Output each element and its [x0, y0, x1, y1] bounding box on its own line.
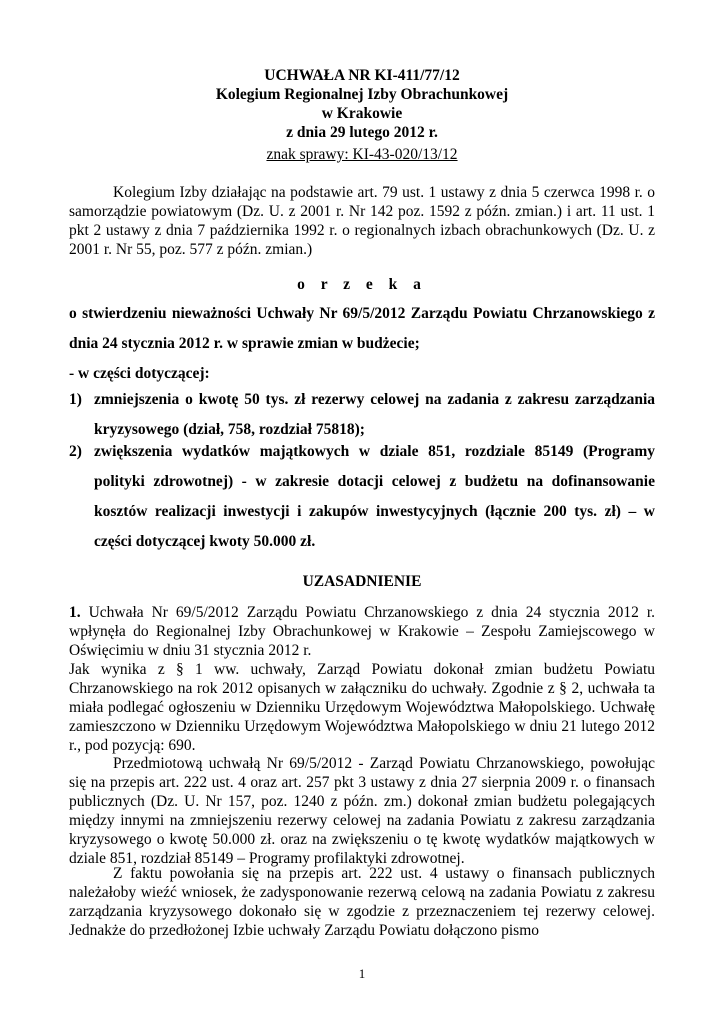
resolution-date: z dnia 29 lutego 2012 r. — [286, 124, 438, 141]
decision-scope: - w części dotyczącej: — [69, 365, 210, 382]
justification-paragraph-1 — [69, 603, 655, 660]
decision-main: o stwierdzeniu nieważności Uchwały Nr 69/5/2012 Zarządu Powiatu Chrzanowskiego z dnia 24 stycznia 2012 r. w sprawie zmian w budżecie; — [69, 305, 655, 352]
justification-paragraph-2: Jak wynika z § 1 ww. uchwały, Zarząd Powiatu dokonał zmian budżetu Powiatu Chrzanowskiego na rok 2012 opisanych w załączniku do uchwały. Zgodnie z § 2, uchwała ta miała podlegać ogłoszeniu w Dzienniku Urzędowym Województwa Małopolskiego. Uchwałę zamieszczono w Dzienniku Urzędowym Województwa Małopolskiego w dniu 21 lutego 2012 r., pod pozycją: 690. — [69, 661, 655, 754]
decision-item-text: zwiększenia wydatków majątkowych w dziale 851, rozdziale 85149 (Programy polityki zdrowotnej) - w zakresie dotacji celowej z budżetu na dofinansowanie kosztów realizacji inwestycji i zakupów inwestycyjnych (łącznie 200 tys. zł) – w części dotyczącej kwoty 50.000 zł. — [94, 443, 655, 550]
paragraph-number: 1. — [69, 604, 81, 621]
decision-item-number: 2) — [69, 443, 82, 460]
justification-title: UZASADNIENIE — [302, 573, 422, 590]
justification-paragraph-3: Przedmiotową uchwałą Nr 69/5/2012 - Zarząd Powiatu Chrzanowskiego, powołując się na przepis art. 222 ust. 4 oraz art. 257 pkt 3 ustawy z dnia 27 sierpnia 2009 r. o finansach publicznych (Dz. U. Nr 157, poz. 1240 z późn. zm.) dokonał zmian budżetu polegających między innymi na zmniejszeniu rezerwy celowej na zadania Powiatu z zakresu zarządzania kryzysowego o kwotę 50.000 zł. oraz na zwiększeniu o tę kwotę wydatków majątkowych w dziale 851, rozdział 85149 – Programy profilaktyki zdrowotnej. — [69, 755, 655, 867]
decision-item-1 — [69, 385, 655, 445]
issuing-body: Kolegium Regionalnej Izby Obrachunkowej — [215, 86, 509, 103]
decision-item-number: 1) — [69, 391, 82, 408]
ruling-heading: o r z e k a — [297, 276, 427, 293]
resolution-number: UCHWAŁA NR KI-411/77/12 — [264, 67, 460, 84]
preamble-paragraph: Kolegium Izby działając na podstawie art. 79 ust. 1 ustawy z dnia 5 czerwca 1998 r. o samorządzie powiatowym (Dz. U. z 2001 r. Nr 142 poz. 1592 z późn. zmian.) i art. 11 ust. 1 pkt 2 ustawy z dnia 7 października 1992 r. o regionalnych izbach obrachunkowych (Dz. U. z 2001 r. Nr 55, poz. 577 z późn. zmian.) — [69, 184, 655, 258]
decision-item-text: zmniejszenia o kwotę 50 tys. zł rezerwy celowej na zadania z zakresu zarządzania kryzysowego (dział, 758, rozdział 75818); — [94, 391, 655, 438]
decision-item-2 — [69, 437, 655, 557]
justification-paragraph-4: Z faktu powołania się na przepis art. 222 ust. 4 ustawy o finansach publicznych należałoby wieźć wniosek, że zadysponowanie rezerwą celową na zadania Powiatu z zakresu zarządzania kryzysowego dokonało się w zgodzie z przeznaczeniem tej rezerwy celowej. Jednakże do przedłożonej Izbie uchwały Zarządu Powiatu dołączono pismo — [69, 865, 655, 939]
case-reference: znak sprawy: KI-43-020/13/12 — [266, 146, 458, 163]
page-number: 1 — [358, 966, 366, 981]
resolution-header — [0, 66, 724, 142]
paragraph-text: Uchwała Nr 69/5/2012 Zarządu Powiatu Chrzanowskiego z dnia 24 stycznia 2012 r. wpłynęła do Regionalnej Izby Obrachunkowej w Krakowie – Zespołu Zamiejscowego w Oświęcimiu w dniu 31 stycznia 2012 r. — [69, 604, 655, 659]
issuing-city: w Krakowie — [321, 105, 403, 122]
